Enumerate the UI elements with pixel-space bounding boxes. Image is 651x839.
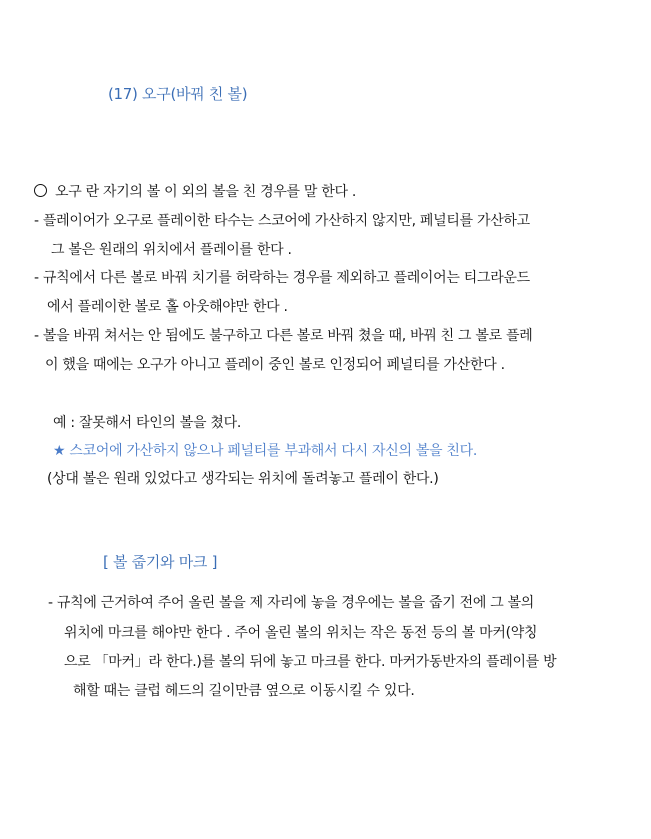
bullet2-line1: - 규칙에서 다른 볼로 바꿔 치기를 허락하는 경우를 제외하고 플레이어는 티그라운드 bbox=[34, 270, 530, 286]
bullet2-line2: 에서 플레이한 볼로 홀 아웃해야만 한다 . bbox=[47, 299, 288, 315]
bullet1-line1: - 플레이어가 오구로 플레이한 타수는 스코어에 가산하지 않지만, 페널티를 가산하고 bbox=[34, 213, 530, 229]
section2-line4: 해할 때는 클럽 헤드의 길이만큼 옆으로 이동시킬 수 있다. bbox=[73, 683, 415, 699]
definition-line bbox=[34, 182, 356, 202]
section2-title: [ 볼 줍기와 마크 ] bbox=[103, 553, 218, 571]
section2-line3: 으로 「마커」라 한다.)를 볼의 뒤에 놓고 마크를 한다. 마커가동반자의 플레이를 방 bbox=[64, 654, 557, 670]
example-line: 예 : 잘못해서 타인의 볼을 쳤다. bbox=[53, 415, 242, 431]
definition-text: 오구 란 자기의 볼 이 외의 볼을 친 경우를 말 한다 . bbox=[55, 184, 357, 200]
bullet3-line1: - 볼을 바꿔 쳐서는 안 됨에도 불구하고 다른 볼로 바꿔 쳤을 때, 바꿔 친 그 볼로 플레 bbox=[34, 328, 533, 344]
bullet1-line2: 그 볼은 원래의 위치에서 플레이를 한다 . bbox=[51, 242, 292, 258]
star-note: ★ 스코어에 가산하지 않으나 페널티를 부과해서 다시 자신의 볼을 친다. bbox=[53, 443, 478, 459]
bullet3-line2: 이 했을 때에는 오구가 아니고 플레이 중인 볼로 인정되어 페널티를 가산한다 . bbox=[45, 357, 505, 373]
section2-line2: 위치에 마크를 해야만 한다 . 주어 올린 볼의 위치는 작은 동전 등의 볼 마커(약칭 bbox=[64, 625, 538, 641]
section2-line1: - 규칙에 근거하여 주어 올린 볼을 제 자리에 놓을 경우에는 볼을 줍기 전에 그 볼의 bbox=[48, 595, 535, 611]
section1-title: (17) 오구(바꿔 친 볼) bbox=[108, 85, 248, 103]
paren-note: (상대 볼은 원래 있었다고 생각되는 위치에 돌려놓고 플레이 한다.) bbox=[47, 471, 439, 487]
circle-bullet-icon bbox=[34, 184, 47, 197]
